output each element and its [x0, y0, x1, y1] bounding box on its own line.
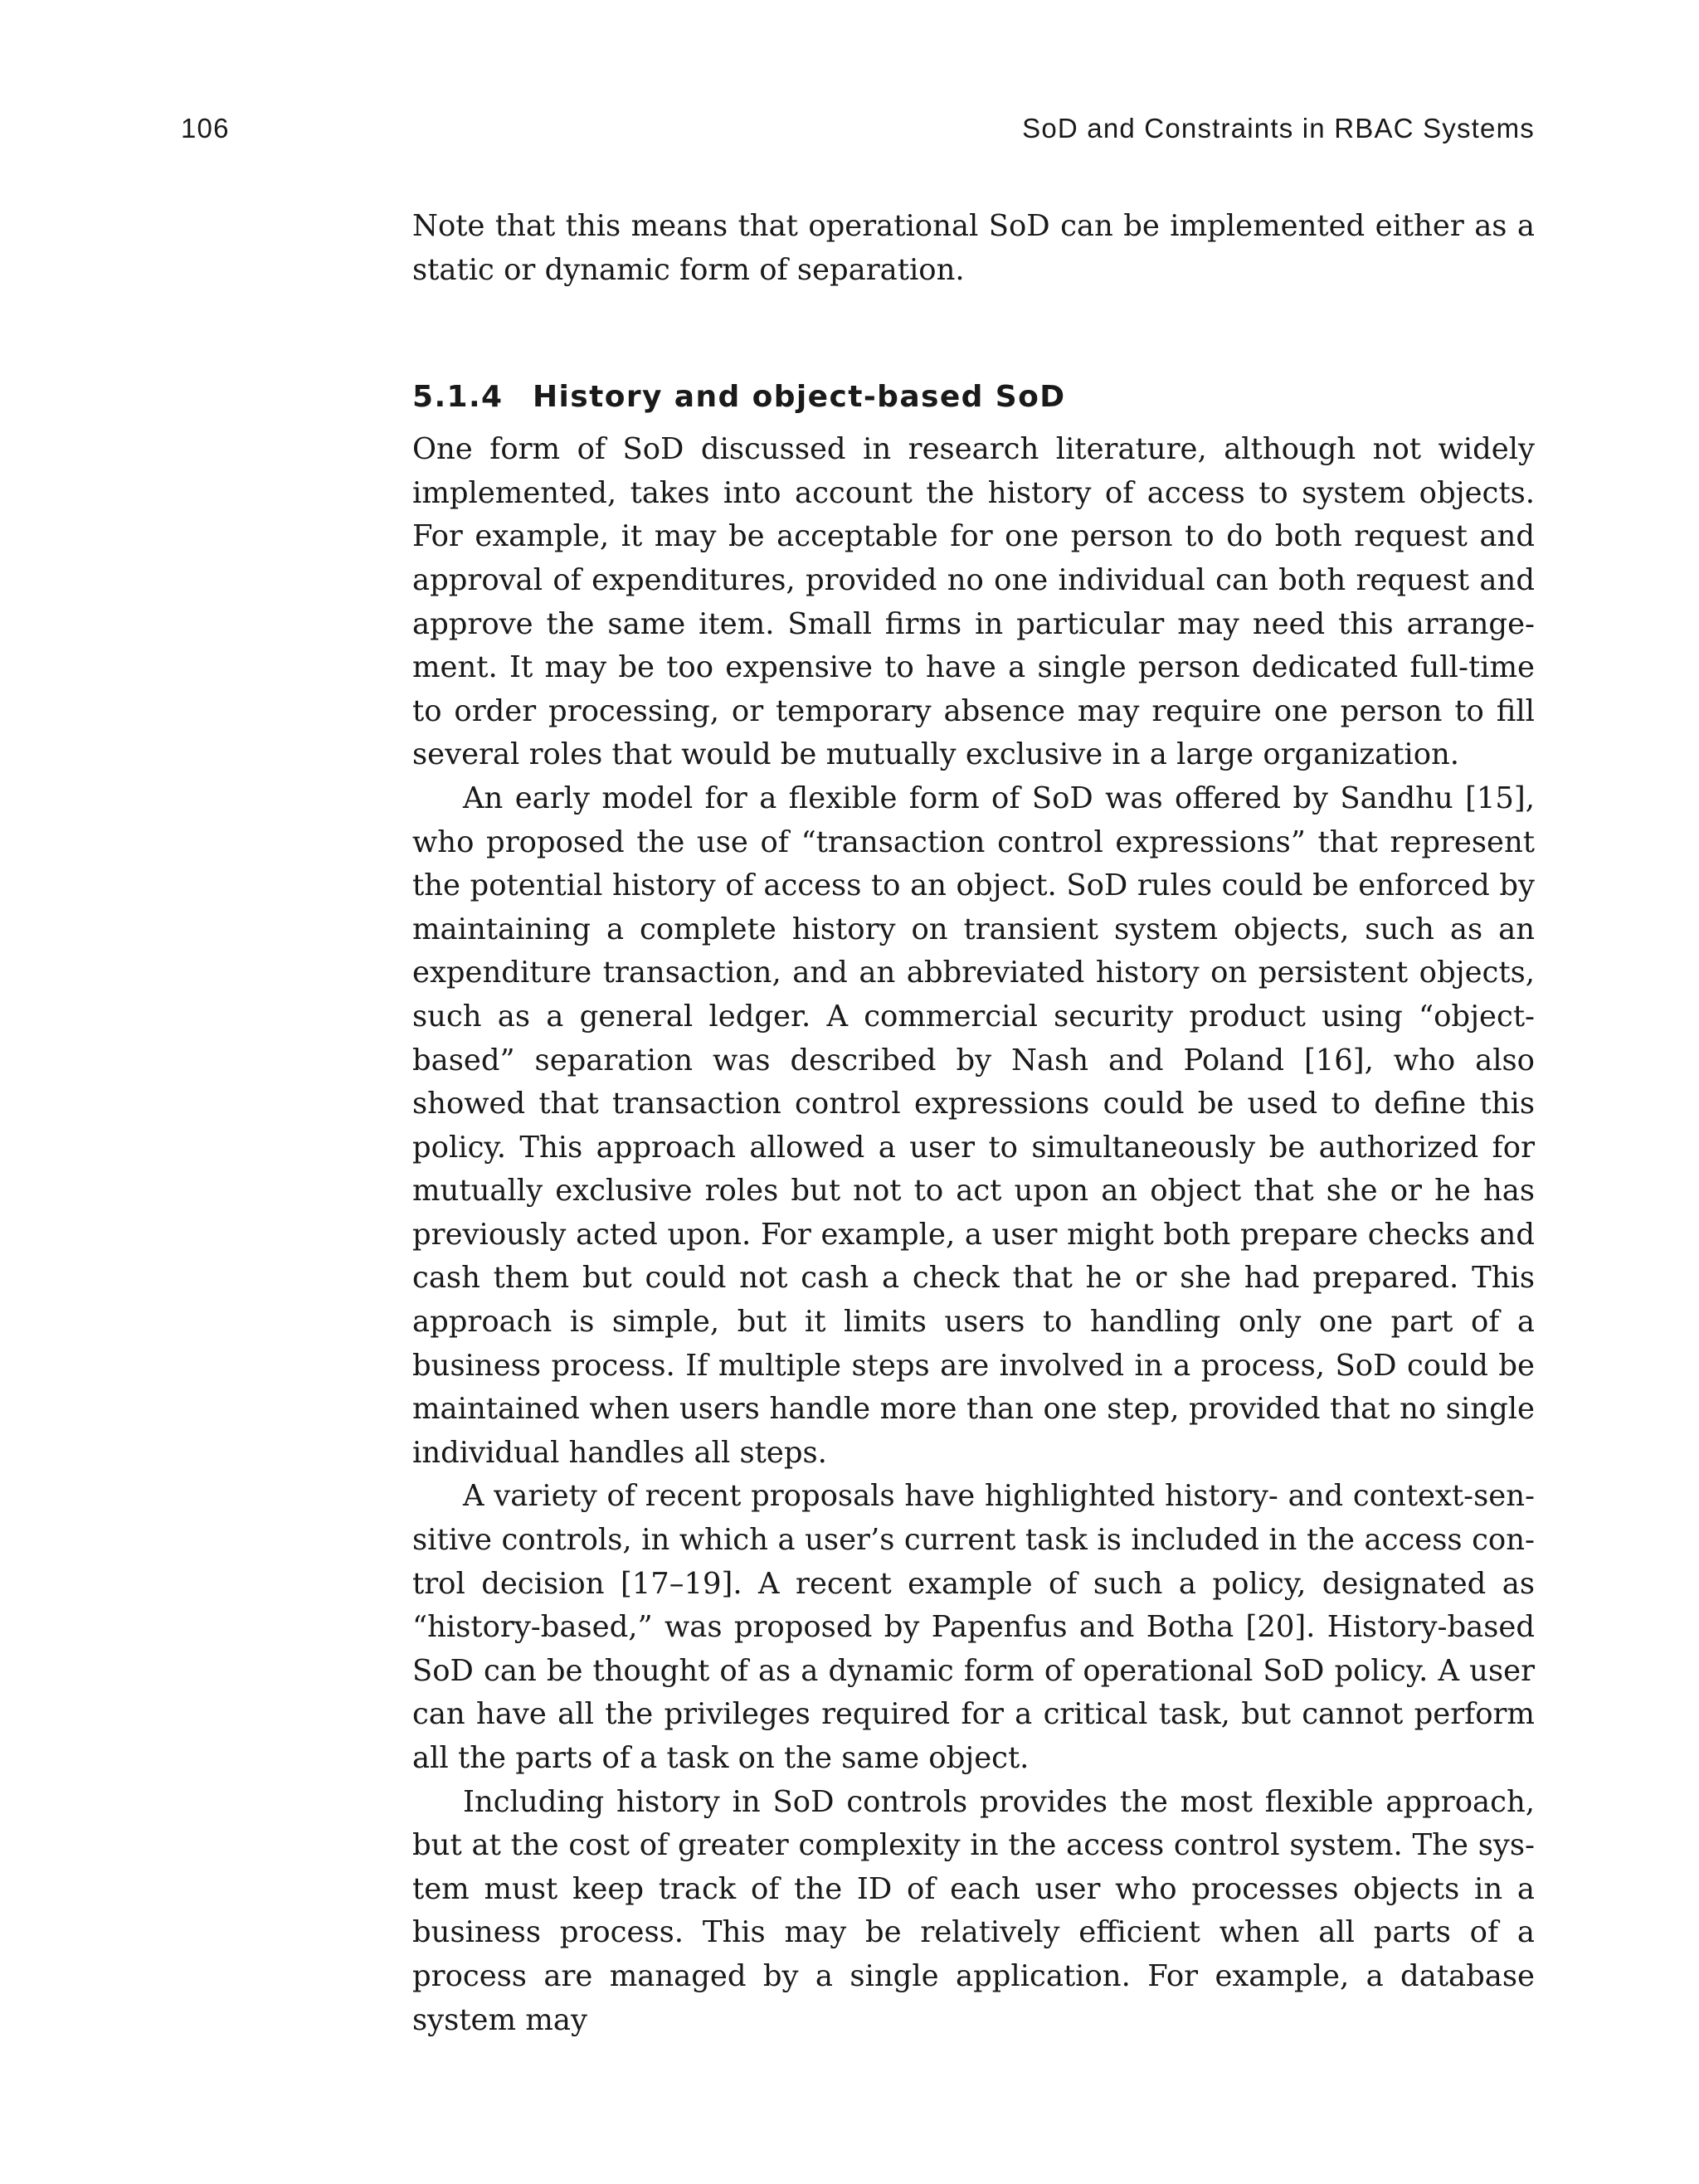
page-number: 106	[181, 113, 230, 143]
body-paragraph: A variety of recent proposals have highlighted history- and context-sensitive controls, in which a user’s current task is included in the access control decision [17–19]. A recent example of such a policy, designated as “history-based,” was proposed by Papenfus and Botha [20]. History-based SoD can be thought of as a dynamic form of operational SoD policy. A user can have all the privileges required for a critical task, but cannot perform all the parts of a task on the same object.	[412, 1479, 1535, 1775]
section-number: 5.1.4	[412, 380, 504, 415]
section-title: History and object-based SoD	[533, 380, 1066, 415]
section-heading	[412, 376, 1535, 419]
running-title: SoD and Constraints in RBAC Systems	[1022, 113, 1535, 143]
page-body	[412, 205, 1535, 2042]
body-paragraph: One form of SoD discussed in research literature, although not widely implemented, takes into account the history of access to system objects. For example, it may be acceptable for one person to do both request and approval of expenditures, provided no one individual can both request and approve the same item. Small firms in particular may need this arrangement. It may be too expensive to have a single person dedicated full-time to order processing, or temporary absence may require one person to fill several roles that would be mutually exclusive in a large organization.	[412, 432, 1535, 772]
opening-paragraph: Note that this means that operational SoD can be implemented either as a static or dynamic form of separation.	[412, 209, 1535, 287]
running-header	[181, 113, 1535, 159]
body-paragraph: An early model for a flexible form of SoD was offered by Sandhu [15], who proposed the use of “transaction control expressions” that represent the potential history of access to an object. SoD rules could be enforced by maintaining a complete history on transient system objects, such as an expenditure transaction, and an abbreviated history on persistent objects, such as a general ledger. A commercial security product using “object-based” separation was described by Nash and Poland [16], who also showed that transaction control expressions could be used to define this policy. This approach allowed a user to simultaneously be authorized for mutually exclusive roles but not to act upon an object that she or he has previously acted upon. For example, a user might both prepare checks and cash them but could not cash a check that he or she had prepared. This approach is simple, but it limits users to handling only one part of a business process. If multiple steps are involved in a process, SoD could be maintained when users handle more than one step, provided that no single individual handles all steps.	[412, 781, 1535, 1470]
body-paragraph: Including history in SoD controls provides the most flexible approach, but at the cost of greater complexity in the access control system. The system must keep track of the ID of each user who processes objects in a business process. This may be relatively efficient when all parts of a process are managed by a single application. For example, a database system may	[412, 1784, 1535, 2037]
